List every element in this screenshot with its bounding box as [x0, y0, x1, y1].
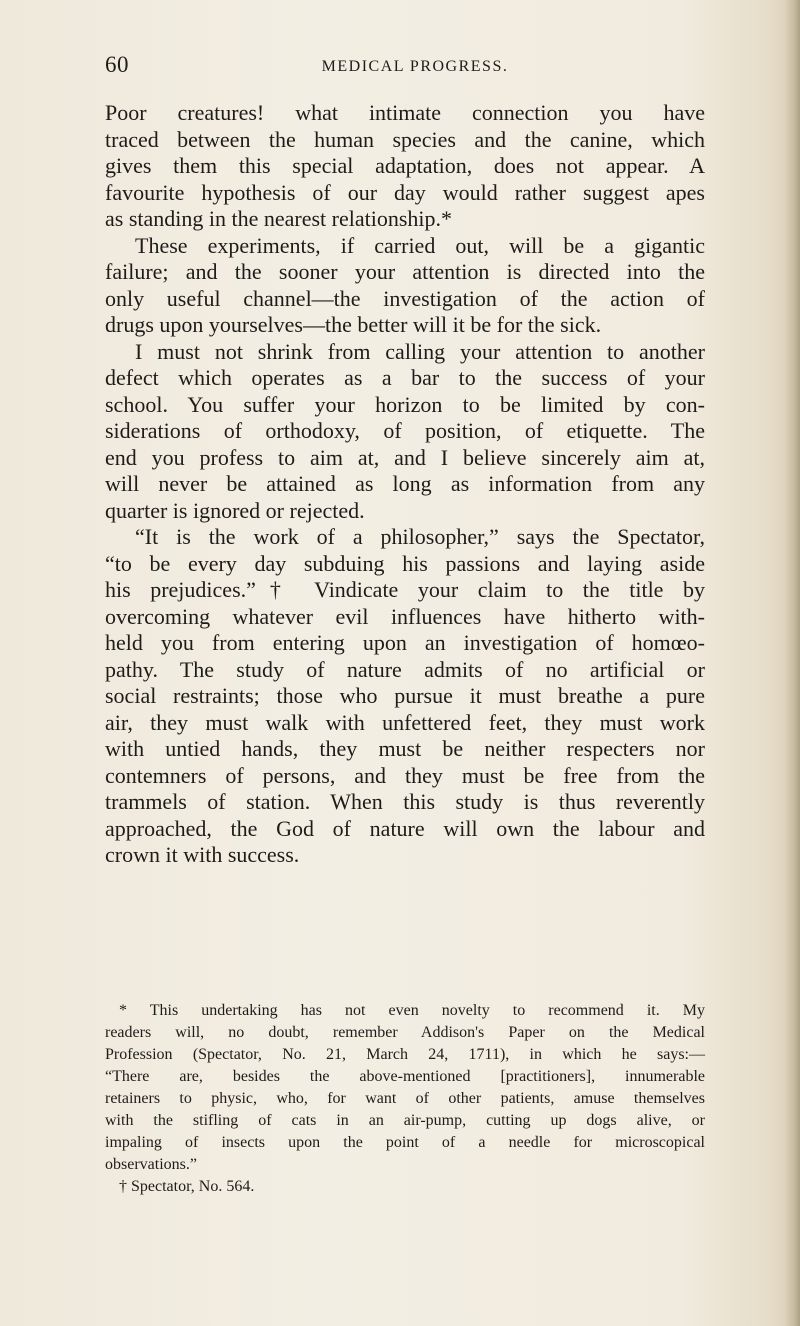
body-line: his prejudices.”† Vindicate your claim to the title by — [105, 577, 705, 602]
body-line: I must not shrink from calling your attention to another — [135, 338, 705, 364]
body-line: Poor creatures! what intimate connection you have — [105, 100, 705, 125]
footnote-line: * This undertaking has not even novelty to recommend it. My — [119, 1002, 705, 1019]
footnote-line: retainers to physic, who, for want of other patients, amuse themselves — [105, 1090, 705, 1107]
page-number: 60 — [105, 52, 129, 77]
body-line: “to be every day subduing his passions and laying aside — [105, 550, 705, 576]
running-head: MEDICAL PROGRESS. — [321, 58, 509, 75]
body-line: siderations of orthodoxy, of position, of etiquette. The — [105, 418, 705, 443]
body-line: held you from entering upon an investigation of homœo- — [105, 630, 705, 655]
footnote-line: “There are, besides the above-mentioned [practitioners], innumerable — [105, 1068, 705, 1085]
body-line: will never be attained as long as information from any — [105, 471, 705, 496]
body-line: school. You suffer your horizon to be limited by con- — [105, 391, 705, 417]
body-line: approached, the God of nature will own the labour and — [105, 815, 705, 841]
body-line: social restraints; those who pursue it must breathe a pure — [105, 683, 705, 708]
footnote-line: † Spectator, No. 564. — [119, 1178, 255, 1195]
body-line: failure; and the sooner your attention is directed into the — [105, 259, 705, 284]
footnote-line: observations.” — [105, 1156, 197, 1173]
body-line: These experiments, if carried out, will be a gigantic — [135, 232, 705, 258]
body-line: traced between the human species and the canine, which — [105, 126, 705, 152]
body-line: defect which operates as a bar to the success of your — [105, 365, 705, 390]
footnote-line: impaling of insects upon the point of a needle for microscopical — [105, 1134, 705, 1151]
body-line: as standing in the nearest relationship.* — [105, 206, 453, 231]
body-line: with untied hands, they must be neither respecters nor — [105, 736, 705, 761]
body-line: gives them this special adaptation, does not appear. A — [105, 153, 705, 178]
body-line: quarter is ignored or rejected. — [105, 497, 365, 523]
body-line: drugs upon yourselves—the better will it be for the sick. — [105, 312, 602, 337]
body-line: contemners of persons, and they must be free from the — [105, 762, 705, 788]
footnote-line: readers will, no doubt, remember Addison's Paper on the Medical — [105, 1024, 705, 1041]
body-line: end you profess to aim at, and I believe sincerely aim at, — [105, 444, 705, 470]
body-line: air, they must walk with unfettered feet, they must work — [105, 709, 705, 735]
body-line: pathy. The study of nature admits of no artificial or — [105, 656, 705, 682]
body-line: overcoming whatever evil influences have hitherto with- — [105, 603, 705, 629]
body-line: only useful channel—the investigation of the action of — [105, 285, 705, 311]
footnote-line: with the stifling of cats in an air-pump, cutting up dogs alive, or — [105, 1112, 705, 1129]
body-line: “It is the work of a philosopher,” says the Spectator, — [135, 524, 705, 549]
footnotes — [105, 1000, 705, 1198]
body-text — [105, 100, 705, 869]
body-line: crown it with success. — [105, 842, 300, 867]
body-line: favourite hypothesis of our day would rather suggest apes — [105, 179, 705, 205]
page-edge-shadow — [784, 0, 800, 1326]
footnote-line: Profession (Spectator, No. 21, March 24, 1711), in which he says:— — [105, 1046, 705, 1063]
body-line: trammels of station. When this study is thus reverently — [105, 789, 705, 814]
